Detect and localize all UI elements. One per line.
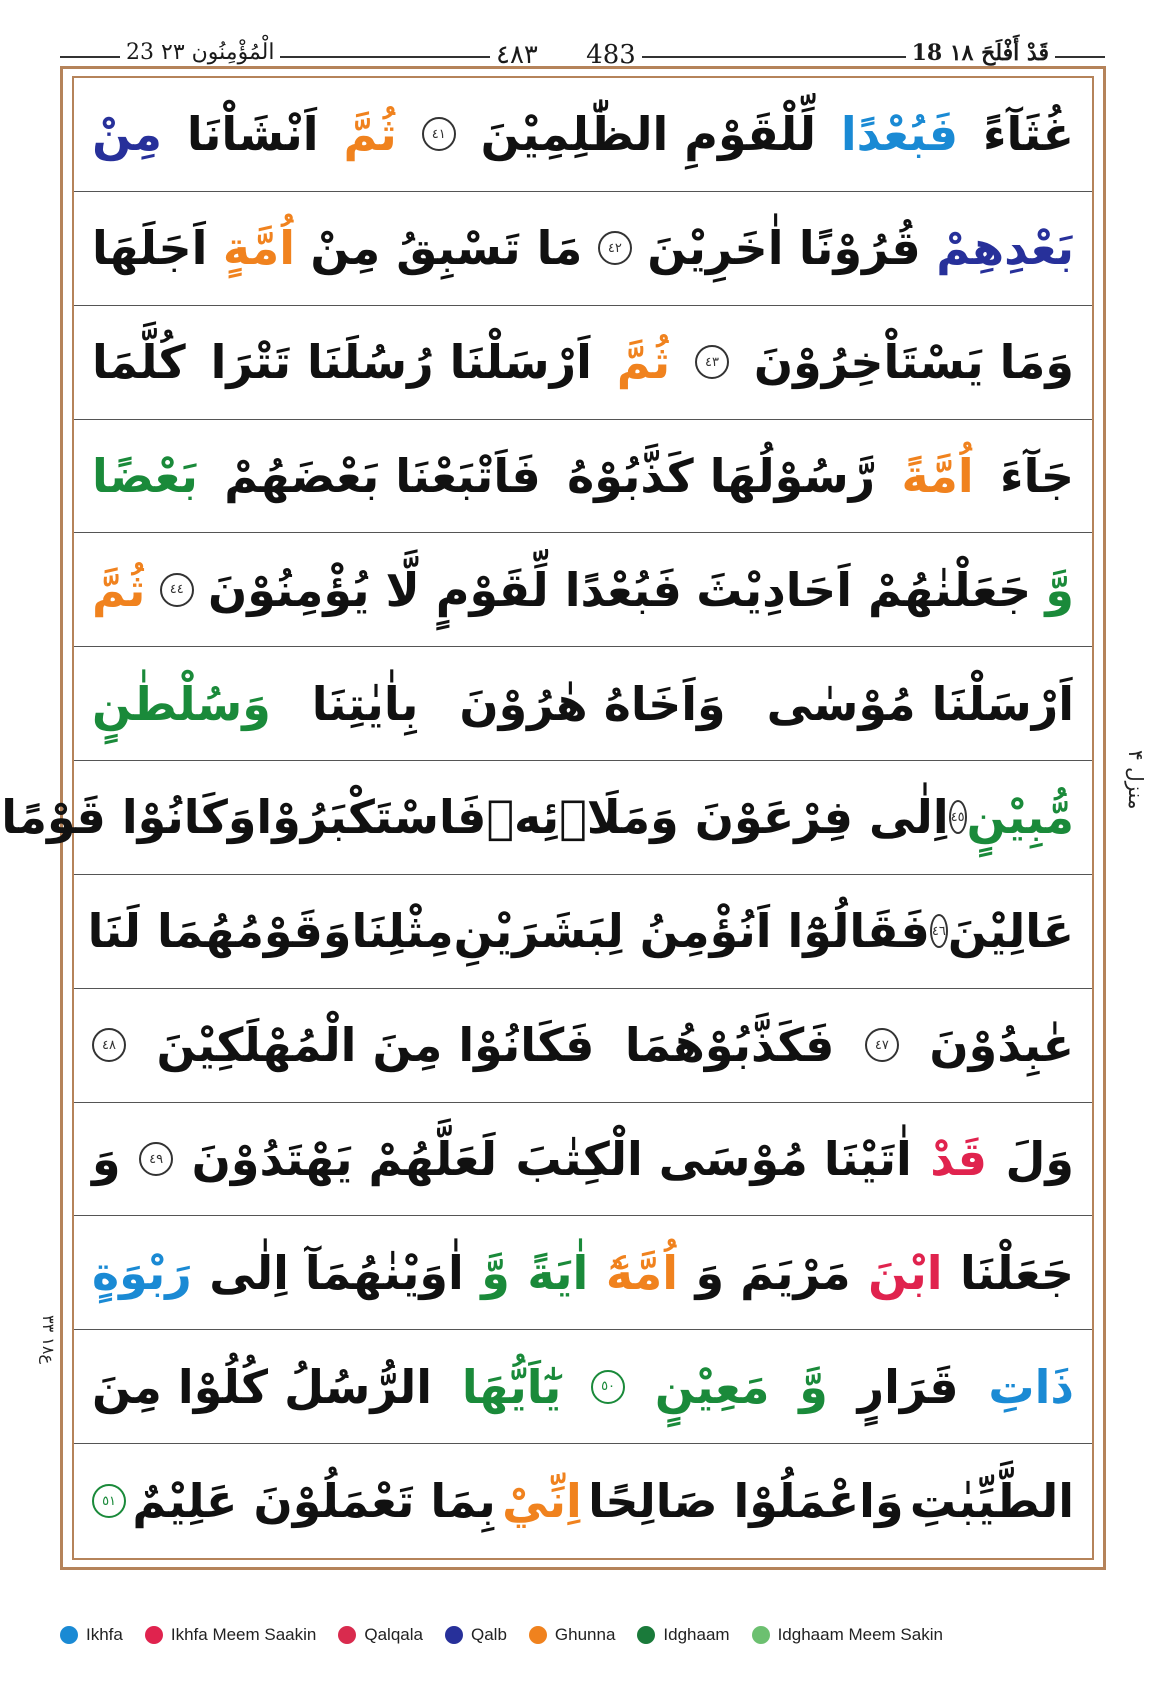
- verse-word: اِلٰى فِرْعَوْنَ وَمَلَا۟ئِهٖ: [486, 790, 949, 845]
- ruku-marker: ۳ع۱۸ ۳: [39, 1315, 58, 1365]
- verse-word: مُّبِيْنٍ: [966, 790, 1074, 845]
- verse-word: اُمَّةً: [901, 448, 974, 503]
- verse-word: فَكَانُوْا مِنَ الْمُهْلَكِيْنَ: [156, 1018, 595, 1073]
- legend-item: [338, 1625, 423, 1645]
- verse-word: وَكَانُوْا قَوْمًا: [1, 790, 257, 845]
- verse-word: ثُمَّ: [92, 562, 146, 617]
- verse-word: لِّلْقَوْمِ الظّٰلِمِيْنَ: [480, 107, 816, 162]
- surah-label: 23 الْمُؤْمِنُون ٢٣: [120, 40, 280, 65]
- verse-word: مِثْلِنَا: [351, 904, 454, 959]
- verse-word: الطَّيِّبٰتِ: [909, 1474, 1074, 1529]
- legend-label: Ikhfa: [86, 1625, 123, 1644]
- verse-word: وَمَا يَسْتَاْخِرُوْنَ: [753, 335, 1074, 390]
- legend-color-dot-icon: [60, 1626, 78, 1644]
- verse-word: عٰبِدُوْنَ: [929, 1018, 1074, 1073]
- verse-word: بَعْضًا: [92, 448, 198, 503]
- verse-line: [74, 420, 1092, 534]
- ayah-number-marker: ٤٧: [865, 1028, 899, 1062]
- verse-word: مَرْيَمَ وَ: [695, 1245, 851, 1300]
- legend-label: Qalqala: [364, 1625, 423, 1644]
- ayah-number-marker: ٤٨: [92, 1028, 126, 1062]
- verse-word: عَالِيْنَ: [947, 904, 1074, 959]
- verse-word: فَاَتْبَعْنَا بَعْضَهُمْ: [224, 448, 541, 503]
- ayah-number-marker: ٥١: [92, 1484, 126, 1518]
- page-number-arabic: ٤٨٣: [496, 40, 538, 70]
- verse-word: الرُّسُلُ كُلُوْا مِنَ: [92, 1359, 433, 1414]
- legend-color-dot-icon: [637, 1626, 655, 1644]
- legend-color-dot-icon: [445, 1626, 463, 1644]
- verse-word: ذَاتِ: [988, 1359, 1074, 1414]
- verse-word: بَعْدِهِمْ: [936, 221, 1074, 276]
- verse-word: قُرُوْنًا: [798, 221, 921, 276]
- legend-item: [637, 1625, 729, 1645]
- verse-word: اٰيَةً: [527, 1245, 589, 1300]
- verse-line: [1, 761, 1092, 875]
- verse-word: ثُمَّ: [343, 107, 397, 162]
- verse-word: كُلَّمَا: [92, 335, 186, 390]
- verse-word: بِاٰيٰتِنَا: [311, 676, 419, 731]
- verse-word: فَبُعْدًا لِّقَوْمٍ لَّا يُؤْمِنُوْنَ: [208, 562, 682, 617]
- legend-color-dot-icon: [529, 1626, 547, 1644]
- verse-word: ثُمَّ: [616, 335, 671, 390]
- verse-word: قَدْ: [930, 1132, 987, 1187]
- verse-line: [74, 533, 1092, 647]
- verse-word: فَاسْتَكْبَرُوْا: [256, 790, 487, 845]
- legend-color-dot-icon: [145, 1626, 163, 1644]
- verse-word: اٰخَرِيْنَ: [647, 221, 784, 276]
- legend-label: Ikhfa Meem Saakin: [170, 1625, 317, 1644]
- ayah-number-marker: ٤٩: [139, 1142, 173, 1176]
- legend-color-dot-icon: [752, 1626, 770, 1644]
- verse-word: اُمَّةٍ: [222, 221, 295, 276]
- verse-line: [74, 1330, 1092, 1444]
- verse-word: جَعَلْنٰهُمْ اَحَادِيْثَ: [696, 562, 1032, 617]
- ayah-number-marker: ٥٠: [591, 1370, 625, 1404]
- verse-word: مِنْ: [92, 107, 162, 162]
- manzil-marker: منزل ۴: [1124, 750, 1148, 810]
- ayah-number-marker: ٤٤: [160, 573, 194, 607]
- verse-word: بِمَا تَعْمَلُوْنَ عَلِيْمٌ: [132, 1474, 496, 1529]
- verse-word: اَرْسَلْنَا مُوْسٰى: [766, 676, 1074, 731]
- verse-word: اَنْشَاْنَا: [186, 107, 319, 162]
- verse-word: وَسُلْطٰنٍ: [92, 676, 271, 731]
- verse-line: [74, 1103, 1092, 1217]
- verse-word: لَعَلَّهُمْ يَهْتَدُوْنَ: [191, 1132, 497, 1187]
- verse-line: [74, 78, 1092, 192]
- ayah-number-marker: ٤١: [422, 117, 456, 151]
- verse-word: جَآءَ: [1000, 448, 1074, 503]
- verse-word: فَقَالُوْٓا اَنُؤْمِنُ لِبَشَرَيْنِ: [453, 904, 930, 959]
- verse-line: [74, 875, 1092, 989]
- verse-line: [74, 989, 1092, 1103]
- verse-word: يٰٓاَيُّهَا: [461, 1359, 562, 1414]
- verse-word: وَاعْمَلُوْا صَالِحًا: [588, 1474, 904, 1529]
- verse-word: اِنِّيْ: [502, 1474, 582, 1529]
- ayah-number-marker: ٤٦: [930, 914, 948, 948]
- verse-line: [74, 192, 1092, 306]
- legend-label: Qalb: [470, 1625, 507, 1644]
- verse-line: [74, 1444, 1092, 1558]
- verse-word: اٰوَيْنٰهُمَآ اِلٰى: [209, 1245, 464, 1300]
- verse-word: فَبُعْدًا: [840, 107, 959, 162]
- verse-word: وَّ: [481, 1245, 510, 1300]
- ayah-number-marker: ٤٢: [598, 231, 632, 265]
- verse-word: وَ: [92, 1132, 121, 1187]
- verse-word: غُثَآءً: [983, 107, 1074, 162]
- verse-word: رَّسُوْلُهَا كَذَّبُوْهُ: [567, 448, 876, 503]
- verse-word: وَاَخَاهُ هٰرُوْنَ: [459, 676, 726, 731]
- juz-label: 18 قَدْ أَفْلَحَ ١٨: [906, 40, 1055, 66]
- verse-word: اَرْسَلْنَا رُسُلَنَا تَتْرَا: [210, 335, 592, 390]
- legend-item: [529, 1625, 616, 1645]
- verse-line: [74, 306, 1092, 420]
- verse-word: فَكَذَّبُوْهُمَا: [624, 1018, 835, 1073]
- verse-word: مَا تَسْبِقُ مِنْ: [310, 221, 583, 276]
- page-number-latin: 483: [586, 40, 636, 70]
- verse-word: وَلَ: [1005, 1132, 1074, 1187]
- verse-word: اَجَلَهَا: [92, 221, 208, 276]
- tajweed-legend: [60, 1620, 1105, 1650]
- verse-word: ابْنَ: [868, 1245, 943, 1300]
- legend-item: [145, 1625, 317, 1645]
- verse-line: [74, 1216, 1092, 1330]
- verse-word: اُمَّهٗٓ: [605, 1245, 678, 1300]
- verse-line: [74, 647, 1092, 761]
- ayah-number-marker: ٤٥: [949, 800, 967, 834]
- verse-word: وَقَوْمُهُمَا لَنَا: [87, 904, 352, 959]
- legend-item: [752, 1625, 943, 1645]
- verse-word: وَّ: [799, 1359, 828, 1414]
- verse-word: مَعِيْنٍ: [654, 1359, 770, 1414]
- verse-word: جَعَلْنَا: [960, 1245, 1074, 1300]
- ayah-number-marker: ٤٣: [695, 345, 729, 379]
- legend-label: Ghunna: [554, 1625, 616, 1644]
- legend-item: [445, 1625, 507, 1645]
- legend-label: Idghaam Meem Sakin: [777, 1625, 943, 1644]
- verse-word: اٰتَيْنَا مُوْسَى الْكِتٰبَ: [515, 1132, 912, 1187]
- legend-item: [60, 1625, 123, 1645]
- legend-color-dot-icon: [338, 1626, 356, 1644]
- verse-word: وَّ: [1045, 562, 1074, 617]
- verse-word: قَرَارٍ: [857, 1359, 959, 1414]
- legend-label: Idghaam: [663, 1625, 730, 1644]
- verse-word: رَبْوَةٍ: [92, 1245, 192, 1300]
